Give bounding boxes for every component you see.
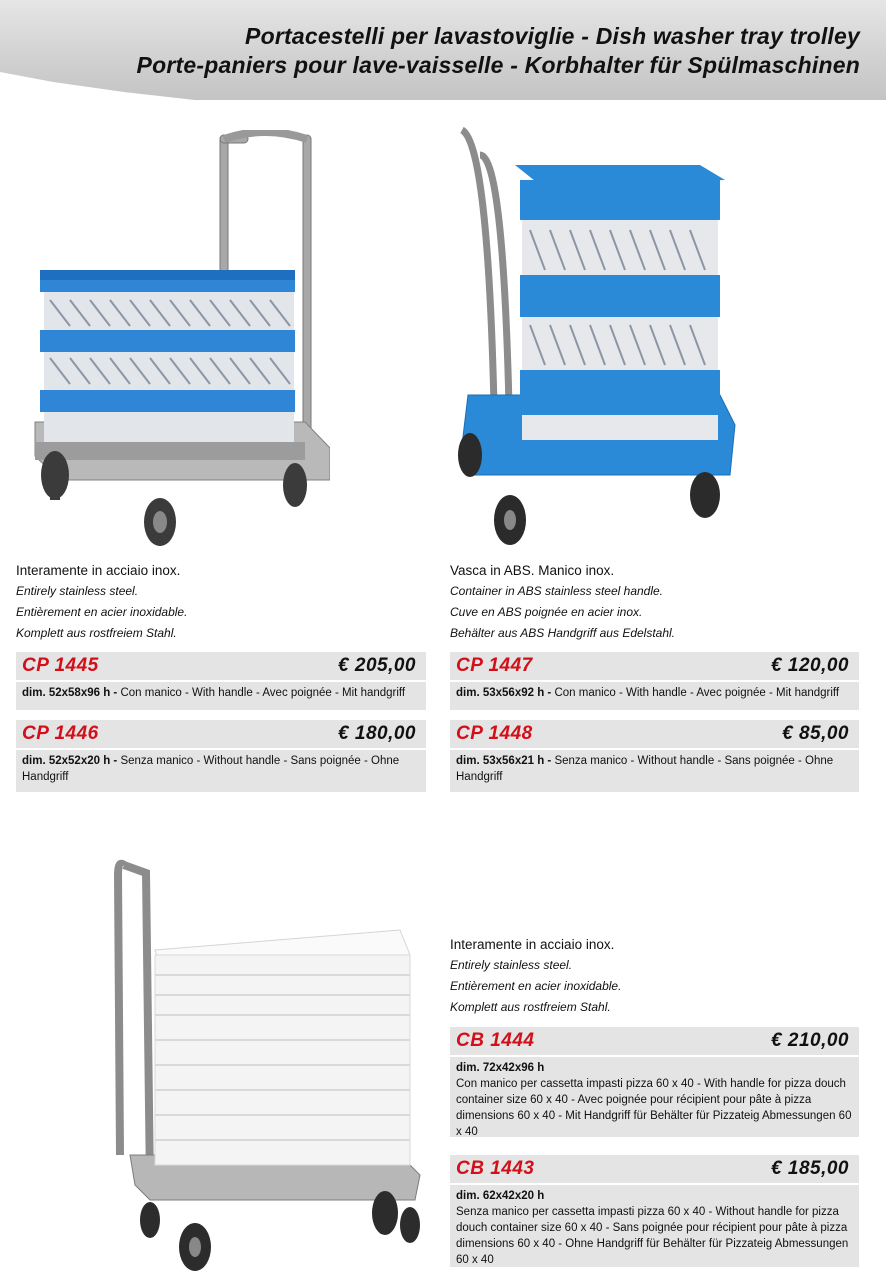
abs-trolley-description: [450, 560, 860, 644]
product-code: CB 1443: [456, 1158, 535, 1179]
steel-trolley-description: [16, 560, 416, 644]
product-details: [456, 1060, 853, 1140]
product-price: € 180,00: [338, 723, 416, 744]
product-variant-text: Senza manico per cassetta impasti pizza 60 x 40 - Without handle for pizza douch container size 60 x 40 - Sans poignée pour récipient pour pâte à pizza dimensions 60 x 40 - Ohne Handgriff für Behälter für Pizzateig Abmessungen 60 x 40: [456, 1206, 849, 1266]
product-price: € 120,00: [771, 655, 849, 676]
product-price: € 185,00: [771, 1158, 849, 1179]
desc-english: Container in ABS stainless steel handle.: [450, 584, 664, 598]
product-details: [22, 685, 420, 701]
abs-trolley-photo: [450, 125, 740, 545]
product-cp1448: [450, 720, 859, 792]
divider: [16, 748, 426, 750]
product-price: € 210,00: [771, 1030, 849, 1051]
product-price: € 205,00: [338, 655, 416, 676]
product-cp1447: [450, 652, 859, 710]
product-dimensions: dim. 53x56x21 h -: [456, 755, 552, 767]
dimensions-text: dim. 72x42x96 h: [456, 1062, 545, 1074]
product-details: [456, 753, 853, 785]
product-cb1443: [450, 1155, 859, 1267]
product-variant-text: Con manico - With handle - Avec poignée - Mit handgriff: [551, 687, 840, 699]
pizza-trolley-description: [450, 934, 850, 1018]
desc-french: Entièrement en acier inoxidable.: [450, 979, 622, 993]
pizza-trolley-photo: [110, 855, 440, 1275]
product-code: CP 1448: [456, 723, 533, 744]
product-variant-text: Senza manico - Without handle - Sans poignée - Ohne Handgriff: [22, 755, 400, 783]
desc-english: Entirely stainless steel.: [16, 584, 139, 598]
product-dimensions: dim. 52x52x20 h -: [22, 755, 118, 767]
product-code: CP 1447: [456, 655, 533, 676]
page-title: [137, 22, 860, 80]
product-dimensions: [456, 1060, 853, 1076]
product-code: CP 1446: [22, 723, 99, 744]
product-code: CB 1444: [456, 1030, 535, 1051]
product-details: [456, 685, 853, 701]
dimensions-text: dim. 62x42x20 h: [456, 1190, 545, 1202]
product-details: [22, 753, 420, 785]
product-code: CP 1445: [22, 655, 99, 676]
product-variant-text: Con manico - With handle - Avec poignée - Mit handgriff: [117, 687, 406, 699]
desc-italian: Interamente in acciaio inox.: [16, 563, 181, 578]
product-dimensions: [456, 1188, 853, 1204]
product-cb1444: [450, 1027, 859, 1137]
desc-german: Komplett aus rostfreiem Stahl.: [16, 626, 177, 640]
product-dimensions: dim. 53x56x92 h -: [456, 687, 552, 699]
product-details: [456, 1188, 853, 1268]
desc-english: Entirely stainless steel.: [450, 958, 573, 972]
desc-french: Cuve en ABS poignée en acier inox.: [450, 605, 643, 619]
desc-italian: Interamente in acciaio inox.: [450, 937, 615, 952]
product-cp1446: [16, 720, 426, 792]
divider: [450, 680, 859, 682]
desc-italian: Vasca in ABS. Manico inox.: [450, 563, 615, 578]
divider: [16, 680, 426, 682]
divider: [450, 1183, 859, 1185]
product-cp1445: [16, 652, 426, 710]
steel-trolley-photo: [30, 130, 330, 550]
desc-german: Komplett aus rostfreiem Stahl.: [450, 1000, 611, 1014]
product-variant-text: Senza manico - Without handle - Sans poignée - Ohne Handgriff: [456, 755, 834, 783]
desc-german: Behälter aus ABS Handgriff aus Edelstahl.: [450, 626, 676, 640]
divider: [450, 1055, 859, 1057]
product-price: € 85,00: [782, 723, 849, 744]
product-variant-text: Con manico per cassetta impasti pizza 60 x 40 - With handle for pizza douch container size 60 x 40 - Avec poignée pour récipient pour pâte à pizza dimensions 60 x 40 - Mit Handgriff für Behälter für Pizzateig Abmessungen 60 x 40: [456, 1078, 852, 1138]
desc-french: Entièrement en acier inoxidable.: [16, 605, 188, 619]
title-line-2: Porte-paniers pour lave-vaisselle - Korbhalter für Spülmaschinen: [136, 52, 860, 78]
product-dimensions: dim. 52x58x96 h -: [22, 687, 118, 699]
divider: [450, 748, 859, 750]
title-line-1: Portacestelli per lavastoviglie - Dish washer tray trolley: [245, 23, 860, 49]
